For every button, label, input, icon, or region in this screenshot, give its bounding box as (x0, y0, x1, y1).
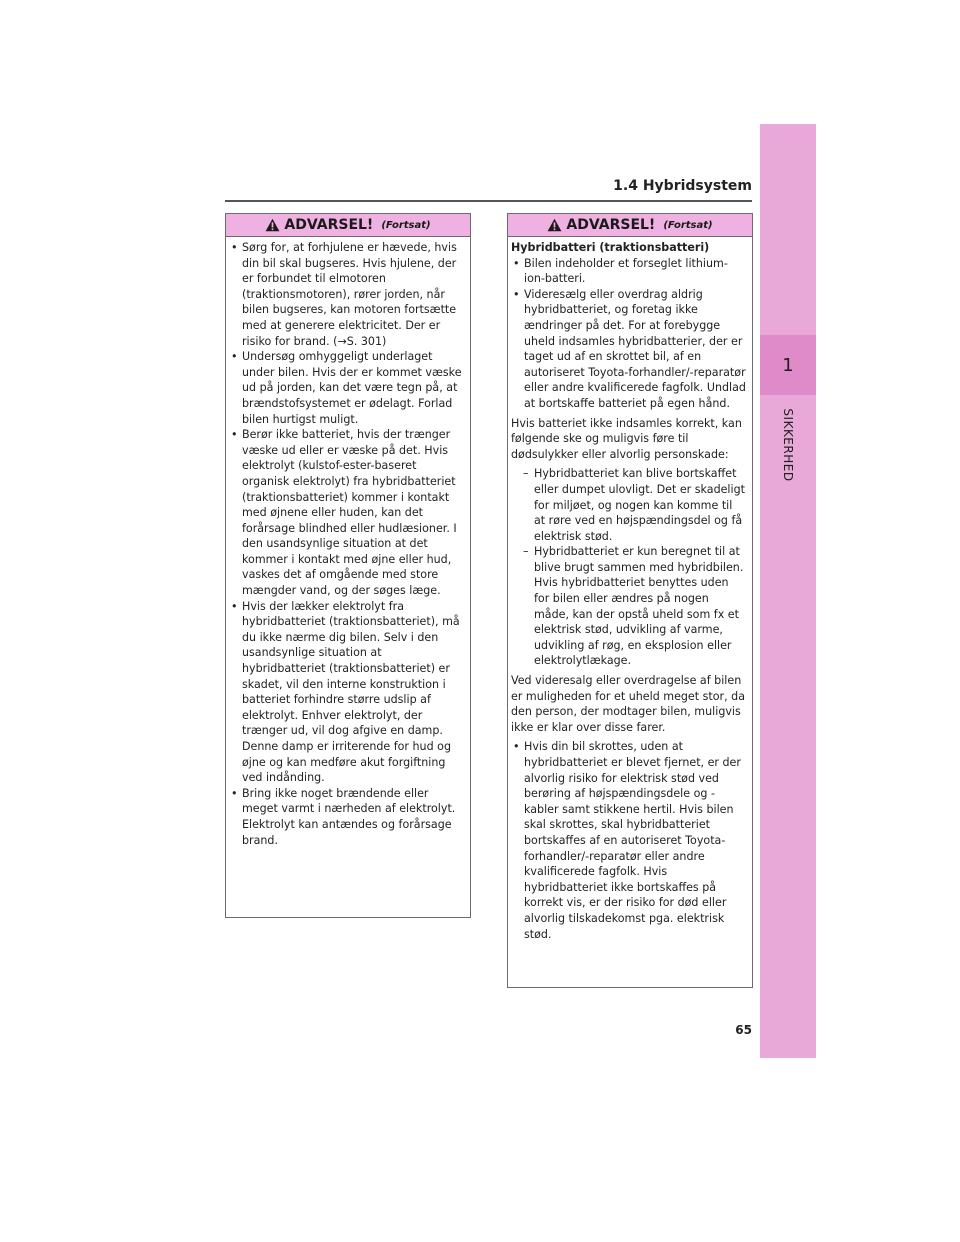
list-item: • Bring ikke noget brændende eller meget varmt i nærheden af elektrolyt. Elektrolyt kan antændes og forårsage brand. (229, 786, 464, 848)
warning-body (226, 237, 470, 848)
page-number: 65 (735, 1023, 752, 1037)
list-item: • Sørg for, at forhjulene er hævede, hvis din bil skal bugseres. Hvis hjulene, der er forbundet til elmotoren (traktionsmotoren), rører jorden, når bilen bugseres, kan motoren fortsætte med at generere elektricitet. Der er risiko for brand. (→S. 301) (229, 240, 464, 349)
warning-heading: ADVARSEL! (566, 217, 656, 233)
paragraph: Ved videresalg eller overdragelse af bilen er muligheden for et uheld meget stor, da den person, der modtager bilen, muligvis ikke er klar over disse farer. (511, 674, 746, 734)
list-item: • Berør ikke batteriet, hvis der trænger væske ud eller er væske på det. Hvis elektrolyt (kulstof-ester-baseret organisk elektrolyt) fra hybridbatteriet (traktionsbatteriet) kommer i kontakt med øjnene eller huden, kan det forårsage blindhed eller hudlæsioner. I den usandsynlige situation at det kommer i kontakt med øjne eller hud, vaskes det af omgående med store mængder vand, og der søges læge. (229, 427, 464, 599)
dash-item: – Hybridbatteriet kan blive bortskaffet eller dumpet ulovligt. Det er skadeligt for miljøet, og nogen kan komme til at røre ved en højspændingsdel og få elektrisk stød. (511, 466, 746, 544)
warning-triangle-icon (265, 218, 280, 232)
chapter-number: 1 (760, 335, 816, 395)
list-item: • Hvis din bil skrottes, uden at hybridbatteriet er blevet fjernet, er der alvorlig risiko for elektrisk stød ved berøring af højspændingsdele og -kabler samt stikkene hertil. Hvis bilen skal skrottes, skal hybridbatteriet bortskaffes af en autoriseret Toyota-forhandler/-reparatør eller andre kvalificerede fagfolk. Hvis hybridbatteriet ikke bortskaffes på korrekt vis, er der risiko for død eller alvorlig tilskadekomst pga. elektrisk stød. (511, 739, 746, 942)
warning-body (508, 237, 752, 942)
warning-header (508, 214, 752, 237)
paragraph: Hvis batteriet ikke indsamles korrekt, kan følgende ske og muligvis føre til dødsulykker eller alvorlig personskade: (511, 416, 742, 461)
warning-triangle-icon (547, 218, 562, 232)
warning-box-right (507, 213, 753, 988)
list-item: • Videresælg eller overdrag aldrig hybridbatteriet, og foretag ikke ændringer på det. For at forebygge uheld indsamles hybridbatterier, der er taget ud af en skrottet bil, af en autoriseret Toyota-forhandler/-reparatør eller andre kvalificerede fagfolk. Undlad at bortskaffe batteriet på egen hånd. (511, 287, 746, 412)
list-item: • Bilen indeholder et forseglet lithium-ion-batteri. (511, 256, 746, 287)
warning-subheading: (Fortsat) (663, 219, 713, 231)
list-item: • Undersøg omhyggeligt underlaget under bilen. Hvis der er kommet væske ud på jorden, kan det være tegn på, at brændstofsystemet er ødelagt. Forlad bilen hurtigst muligt. (229, 349, 464, 427)
dash-item: – Hybridbatteriet er kun beregnet til at blive brugt sammen med hybridbilen. Hvis hybridbatteriet benyttes uden for bilen eller ændres på nogen måde, kan der opstå uheld som fx et elektrisk stød, udvikling af varme, udvikling af røg, en eksplosion eller elektrolytlækage. (511, 544, 746, 669)
section-title: 1.4 Hybridsystem (613, 178, 752, 194)
warning-header (226, 214, 470, 237)
list-item: • Hvis der lækker elektrolyt fra hybridbatteriet (traktionsbatteriet), må du ikke nærme dig bilen. Selv i den usandsynlige situation at hybridbatteriet (traktionsbatteriet) er skadet, vil den interne konstruktion i batteriet forhindre større udslip af elektrolyt. Enhver elektrolyt, der trænger ud, vil dog afgive en damp. Denne damp er irriterende for hud og øjne og kan medføre akut forgiftning ved indånding. (229, 599, 464, 786)
warning-box-left (225, 213, 471, 918)
warning-heading: ADVARSEL! (284, 217, 374, 233)
side-tab (760, 124, 816, 1058)
chapter-label: SIKKERHED (781, 408, 795, 482)
subsection-title: Hybridbatteri (traktionsbatteri) (511, 241, 710, 254)
header-divider (225, 200, 752, 202)
warning-subheading: (Fortsat) (381, 219, 431, 231)
